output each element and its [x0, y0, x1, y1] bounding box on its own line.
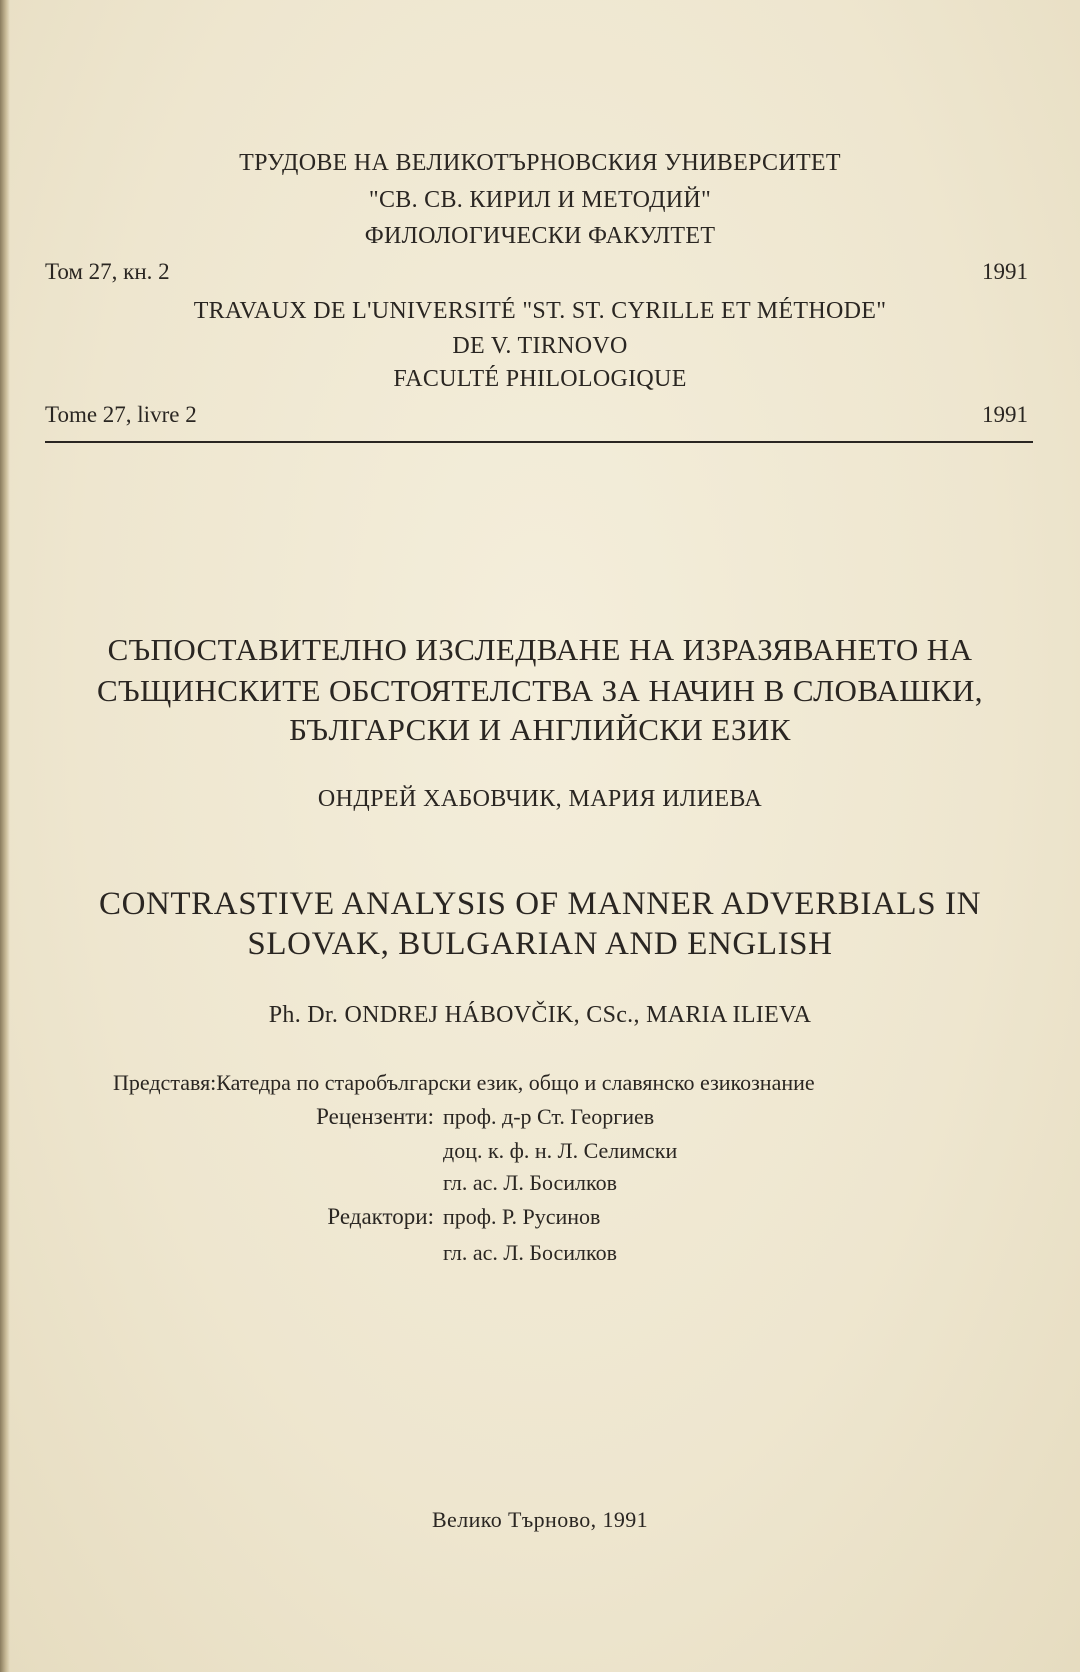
reviewer-1: проф. д-р Ст. Георгиев	[443, 1104, 655, 1129]
bg-header-line-1: ТРУДОВЕ НА ВЕЛИКОТЪРНОВСКИЯ УНИВЕРСИТЕТ	[239, 150, 841, 176]
reviewer-3: гл. ас. Л. Босилков	[443, 1170, 617, 1195]
fr-header-line-1: TRAVAUX DE L'UNIVERSITÉ "ST. ST. CYRILLE ET MÉTHODE"	[193, 298, 887, 324]
editors-label: Редактори:	[327, 1204, 434, 1229]
book-spine-shadow	[0, 0, 10, 1672]
header-rule	[45, 441, 1033, 443]
presented-by: Представя:Катедра по старобългарски език, общо и славянско езикознание	[113, 1070, 815, 1095]
fr-header-line-2: DE V. TIRNOVO	[452, 333, 628, 359]
imprint: Велико Търново, 1991	[431, 1507, 649, 1532]
bg-title-line-1: СЪПОСТАВИТЕЛНО ИЗСЛЕДВАНЕ НА ИЗРАЗЯВАНЕТО НА	[107, 632, 973, 667]
bg-volume: Том 27, кн. 2	[45, 259, 170, 284]
bg-header-line-3: ФИЛОЛОГИЧЕСКИ ФАКУЛТЕТ	[364, 223, 716, 249]
en-authors: Ph. Dr. ONDREJ HÁBOVČIK, CSc., MARIA ILIEVA	[268, 1002, 812, 1028]
bg-authors: ОНДРЕЙ ХАБОВЧИК, МАРИЯ ИЛИЕВА	[317, 786, 763, 812]
reviewer-2: доц. к. ф. н. Л. Селимски	[443, 1138, 678, 1163]
fr-header-line-3: FACULTÉ PHILOLOGIQUE	[393, 366, 687, 392]
fr-volume: Tome 27, livre 2	[45, 402, 197, 427]
bg-header-line-2: "СВ. СВ. КИРИЛ И МЕТОДИЙ"	[368, 187, 712, 213]
fr-year: 1991	[982, 402, 1028, 427]
editor-1: проф. Р. Русинов	[443, 1204, 601, 1229]
bg-title-line-3: БЪЛГАРСКИ И АНГЛИЙСКИ ЕЗИК	[289, 712, 791, 747]
en-title-line-2: SLOVAK, BULGARIAN AND ENGLISH	[247, 926, 833, 962]
editor-2: гл. ас. Л. Босилков	[443, 1240, 617, 1265]
bg-year: 1991	[982, 259, 1028, 284]
bg-title-line-2: СЪЩИНСКИТЕ ОБСТОЯТЕЛСТВА ЗА НАЧИН В СЛОВАШКИ,	[97, 673, 983, 708]
reviewers-label: Рецензенти:	[316, 1104, 434, 1129]
en-title-line-1: CONTRASTIVE ANALYSIS OF MANNER ADVERBIALS IN	[98, 886, 982, 922]
